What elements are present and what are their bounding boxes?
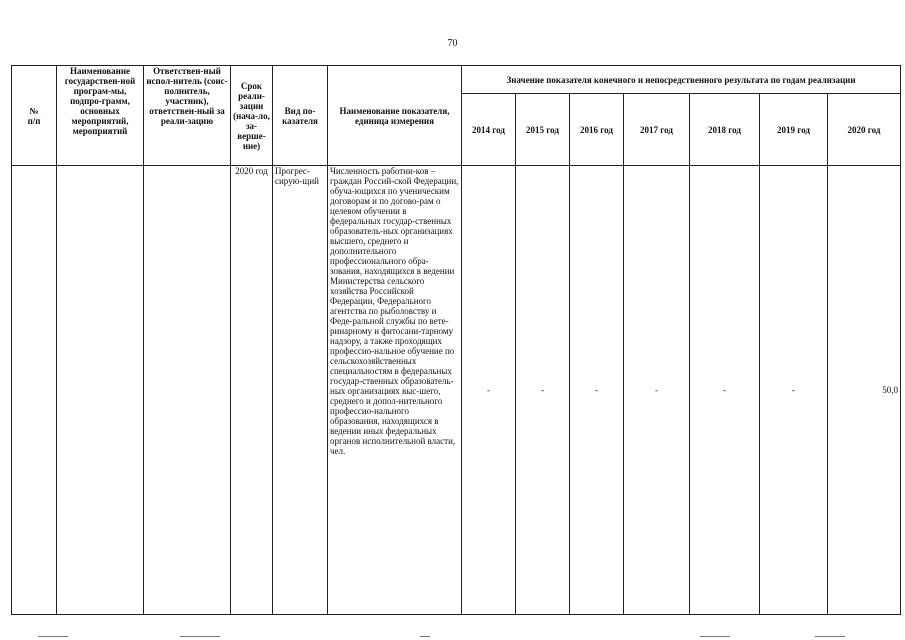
indicator-table <box>11 65 901 615</box>
value-cell: - <box>570 166 624 615</box>
col-header-num: № п/п <box>12 66 57 166</box>
year-header: 2019 год <box>760 94 828 166</box>
col-header-values-group: Значение показателя конечного и непосредственного результата по годам реализации <box>462 66 901 94</box>
year-header: 2014 год <box>462 94 516 166</box>
year-header: 2020 год <box>828 94 901 166</box>
value-cell: - <box>516 166 570 615</box>
row-term: 2020 год <box>231 166 273 615</box>
value-cell: - <box>624 166 690 615</box>
row-executor <box>144 166 231 615</box>
value-cell: - <box>760 166 828 615</box>
year-header: 2016 год <box>570 94 624 166</box>
col-header-indicator: Наименование показателя, единица измерения <box>328 66 462 166</box>
row-num <box>12 166 57 615</box>
row-type: Прогрес-сирую-щий <box>273 166 328 615</box>
year-header: 2015 год <box>516 94 570 166</box>
value-cell: - <box>690 166 760 615</box>
scan-edge-marks <box>0 628 905 640</box>
value-cell: 50,0 <box>828 166 901 615</box>
col-header-executor: Ответствен-ный испол-нитель (соис-полнитель, участник), ответствен-ный за реали-зацию <box>144 66 231 166</box>
col-header-term: Срок реали-зации (нача-ло, за-верше-ние) <box>231 66 273 166</box>
col-header-program: Наименование государствен-ной програм-мы, подпро-грамм, основных мероприятий, мероприятий <box>57 66 144 166</box>
table-row <box>12 166 901 615</box>
year-header: 2017 год <box>624 94 690 166</box>
page-number: 70 <box>447 38 458 49</box>
value-cell: - <box>462 166 516 615</box>
row-indicator: Численность работни-ков – граждан Россий-ской Федерации, обуча-ющихся по ученическим договорам и по догово-рам о целевом обучении в федеральных государ-ственных образователь-ных организациях высшего, среднего и дополнительного профессионального обра-зования, находящихся в ведении Министерства сельского хозяйства Российской Федерации, Федерального агентства по рыболовству и Феде-ральной службы по вете-ринарному и фитосани-тарному надзору, а также проходящих профессио-нальное обучение по сельскохозяйственных специальностям в федеральных государ-ственных образователь-ных организациях выс-шего, среднего и допол-нительного профессио-нального образования, находящихся в ведении иных федеральных органов исполнительной власти, чел. <box>328 166 462 615</box>
col-header-type: Вид по-казателя <box>273 66 328 166</box>
row-program <box>57 166 144 615</box>
year-header: 2018 год <box>690 94 760 166</box>
